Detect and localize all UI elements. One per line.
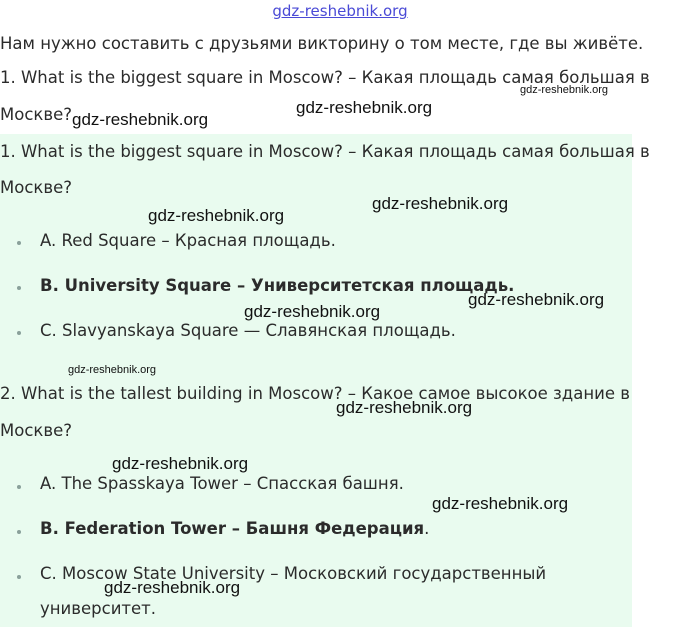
q1-option-a: A. Red Square – Красная площадь. (40, 231, 336, 250)
bullet (17, 241, 21, 245)
watermark: gdz-reshebnik.org (296, 98, 433, 117)
watermark: gdz-reshebnik.org (336, 398, 473, 417)
bullet (17, 331, 21, 335)
watermark: gdz-reshebnik.org (468, 290, 605, 309)
q2-line1: 2. What is the tallest building in Moscow? – Какое самое высокое здание в (0, 384, 630, 403)
q1-option-c: C. Slavyanskaya Square — Славянская площадь. (40, 321, 456, 340)
watermark: gdz-reshebnik.org (112, 454, 249, 473)
q2-option-c-line1: C. Moscow State University – Московский государственный (40, 564, 547, 583)
watermark: gdz-reshebnik.org (432, 494, 569, 513)
bullet (17, 286, 21, 290)
q2-option-b-period: . (424, 519, 430, 538)
site-link[interactable]: gdz-reshebnik.org (272, 2, 408, 20)
watermark: gdz-reshebnik.org (372, 194, 509, 213)
intro-text: Нам нужно составить с друзьями викторину о том месте, где вы живёте. (0, 34, 644, 53)
watermark: gdz-reshebnik.org (148, 206, 285, 225)
bullet (17, 485, 21, 489)
watermark: gdz-reshebnik.org (104, 578, 241, 597)
watermark: gdz-reshebnik.org (72, 110, 209, 129)
q1-line2: Москве? (0, 178, 73, 197)
q2-option-a: A. The Spasskaya Tower – Спасская башня. (40, 474, 404, 493)
watermark: gdz-reshebnik.org (520, 84, 609, 96)
bullet (17, 530, 21, 534)
bullet (17, 575, 21, 579)
q2-line2: Москве? (0, 421, 73, 440)
q1-option-b: B. University Square – Университетская площадь. (40, 276, 515, 295)
q2-option-c-line2: университет. (40, 599, 157, 618)
watermark: gdz-reshebnik.org (68, 364, 157, 376)
watermark: gdz-reshebnik.org (244, 302, 381, 321)
question-prompt-line2: Москве? (0, 105, 73, 124)
q2-option-b-wrap (40, 519, 429, 538)
question-prompt-line1: 1. What is the biggest square in Moscow? – Какая площадь самая большая в (0, 68, 650, 87)
answer-box (0, 134, 650, 627)
q1-line1: 1. What is the biggest square in Moscow? – Какая площадь самая большая в (0, 142, 650, 161)
q2-option-b: B. Federation Tower – Башня Федерация (40, 519, 425, 538)
